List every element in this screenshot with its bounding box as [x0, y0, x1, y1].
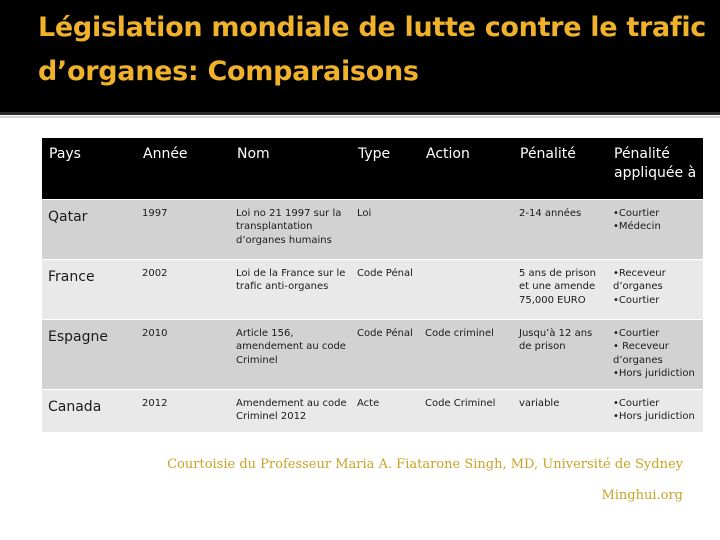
cell-type: Code Pénal — [351, 259, 419, 319]
cell-pays: Espagne — [42, 319, 136, 389]
bullet-item: •Hors juridiction — [613, 411, 695, 422]
header-penalite: Pénalité — [513, 138, 607, 199]
cell-type: Loi — [351, 199, 419, 259]
comparison-table — [42, 138, 703, 432]
cell-pays: Qatar — [42, 199, 136, 259]
cell-type: Acte — [351, 389, 419, 432]
cell-penalite: Jusqu’à 12 ans de prison — [513, 319, 607, 389]
table-header-row — [42, 138, 703, 199]
cell-pays: France — [42, 259, 136, 319]
cell-nom: Loi no 21 1997 sur la transplantation d’organes humains — [230, 199, 351, 259]
cell-annee: 2010 — [136, 319, 230, 389]
table-row — [42, 389, 703, 432]
cell-nom: Loi de la France sur le trafic anti-organes — [230, 259, 351, 319]
cell-appliquee — [607, 199, 703, 259]
bullet-item: •Hors juridiction — [613, 368, 695, 379]
cell-appliquee — [607, 319, 703, 389]
bullet-item: •Receveur d’organes — [613, 267, 666, 292]
divider-light — [0, 116, 720, 118]
cell-pays: Canada — [42, 389, 136, 432]
table-row — [42, 319, 703, 389]
cell-penalite: 2-14 années — [513, 199, 607, 259]
bullet-item: • Receveur d’organes — [613, 341, 669, 366]
cell-nom: Amendement au code Criminel 2012 — [230, 389, 351, 432]
cell-action — [419, 259, 513, 319]
bullet-item: •Courtier — [613, 397, 660, 409]
source-caption: Minghui.org — [601, 488, 683, 503]
slide-title: Législation mondiale de lutte contre le trafic d’organes: Comparaisons — [38, 12, 707, 87]
header-annee: Année — [136, 138, 230, 199]
cell-penalite: 5 ans de prison et une amende 75,000 EURO — [513, 259, 607, 319]
cell-type: Code Pénal — [351, 319, 419, 389]
credit-caption: Courtoisie du Professeur Maria A. Fiatarone Singh, MD, Université de Sydney — [167, 457, 683, 472]
table-row — [42, 199, 703, 259]
title-bar — [0, 0, 720, 112]
cell-penalite: variable — [513, 389, 607, 432]
header-type: Type — [351, 138, 419, 199]
bullet-item: •Courtier — [613, 294, 660, 306]
cell-action — [419, 199, 513, 259]
divider-dark — [0, 112, 720, 115]
cell-action: Code Criminel — [419, 389, 513, 432]
cell-appliquee — [607, 389, 703, 432]
header-pays: Pays — [42, 138, 136, 199]
bullet-item: •Médecin — [613, 221, 661, 232]
bullet-item: •Courtier — [613, 207, 660, 219]
table-row — [42, 259, 703, 319]
cell-annee: 2012 — [136, 389, 230, 432]
bullet-item: •Courtier — [613, 327, 660, 339]
header-action: Action — [419, 138, 513, 199]
cell-annee: 2002 — [136, 259, 230, 319]
cell-annee: 1997 — [136, 199, 230, 259]
cell-appliquee — [607, 259, 703, 319]
header-penalite-appliquee: Pénalité appliquée à — [607, 138, 703, 199]
header-nom: Nom — [230, 138, 351, 199]
cell-action: Code criminel — [419, 319, 513, 389]
cell-nom: Article 156, amendement au code Criminel — [230, 319, 351, 389]
